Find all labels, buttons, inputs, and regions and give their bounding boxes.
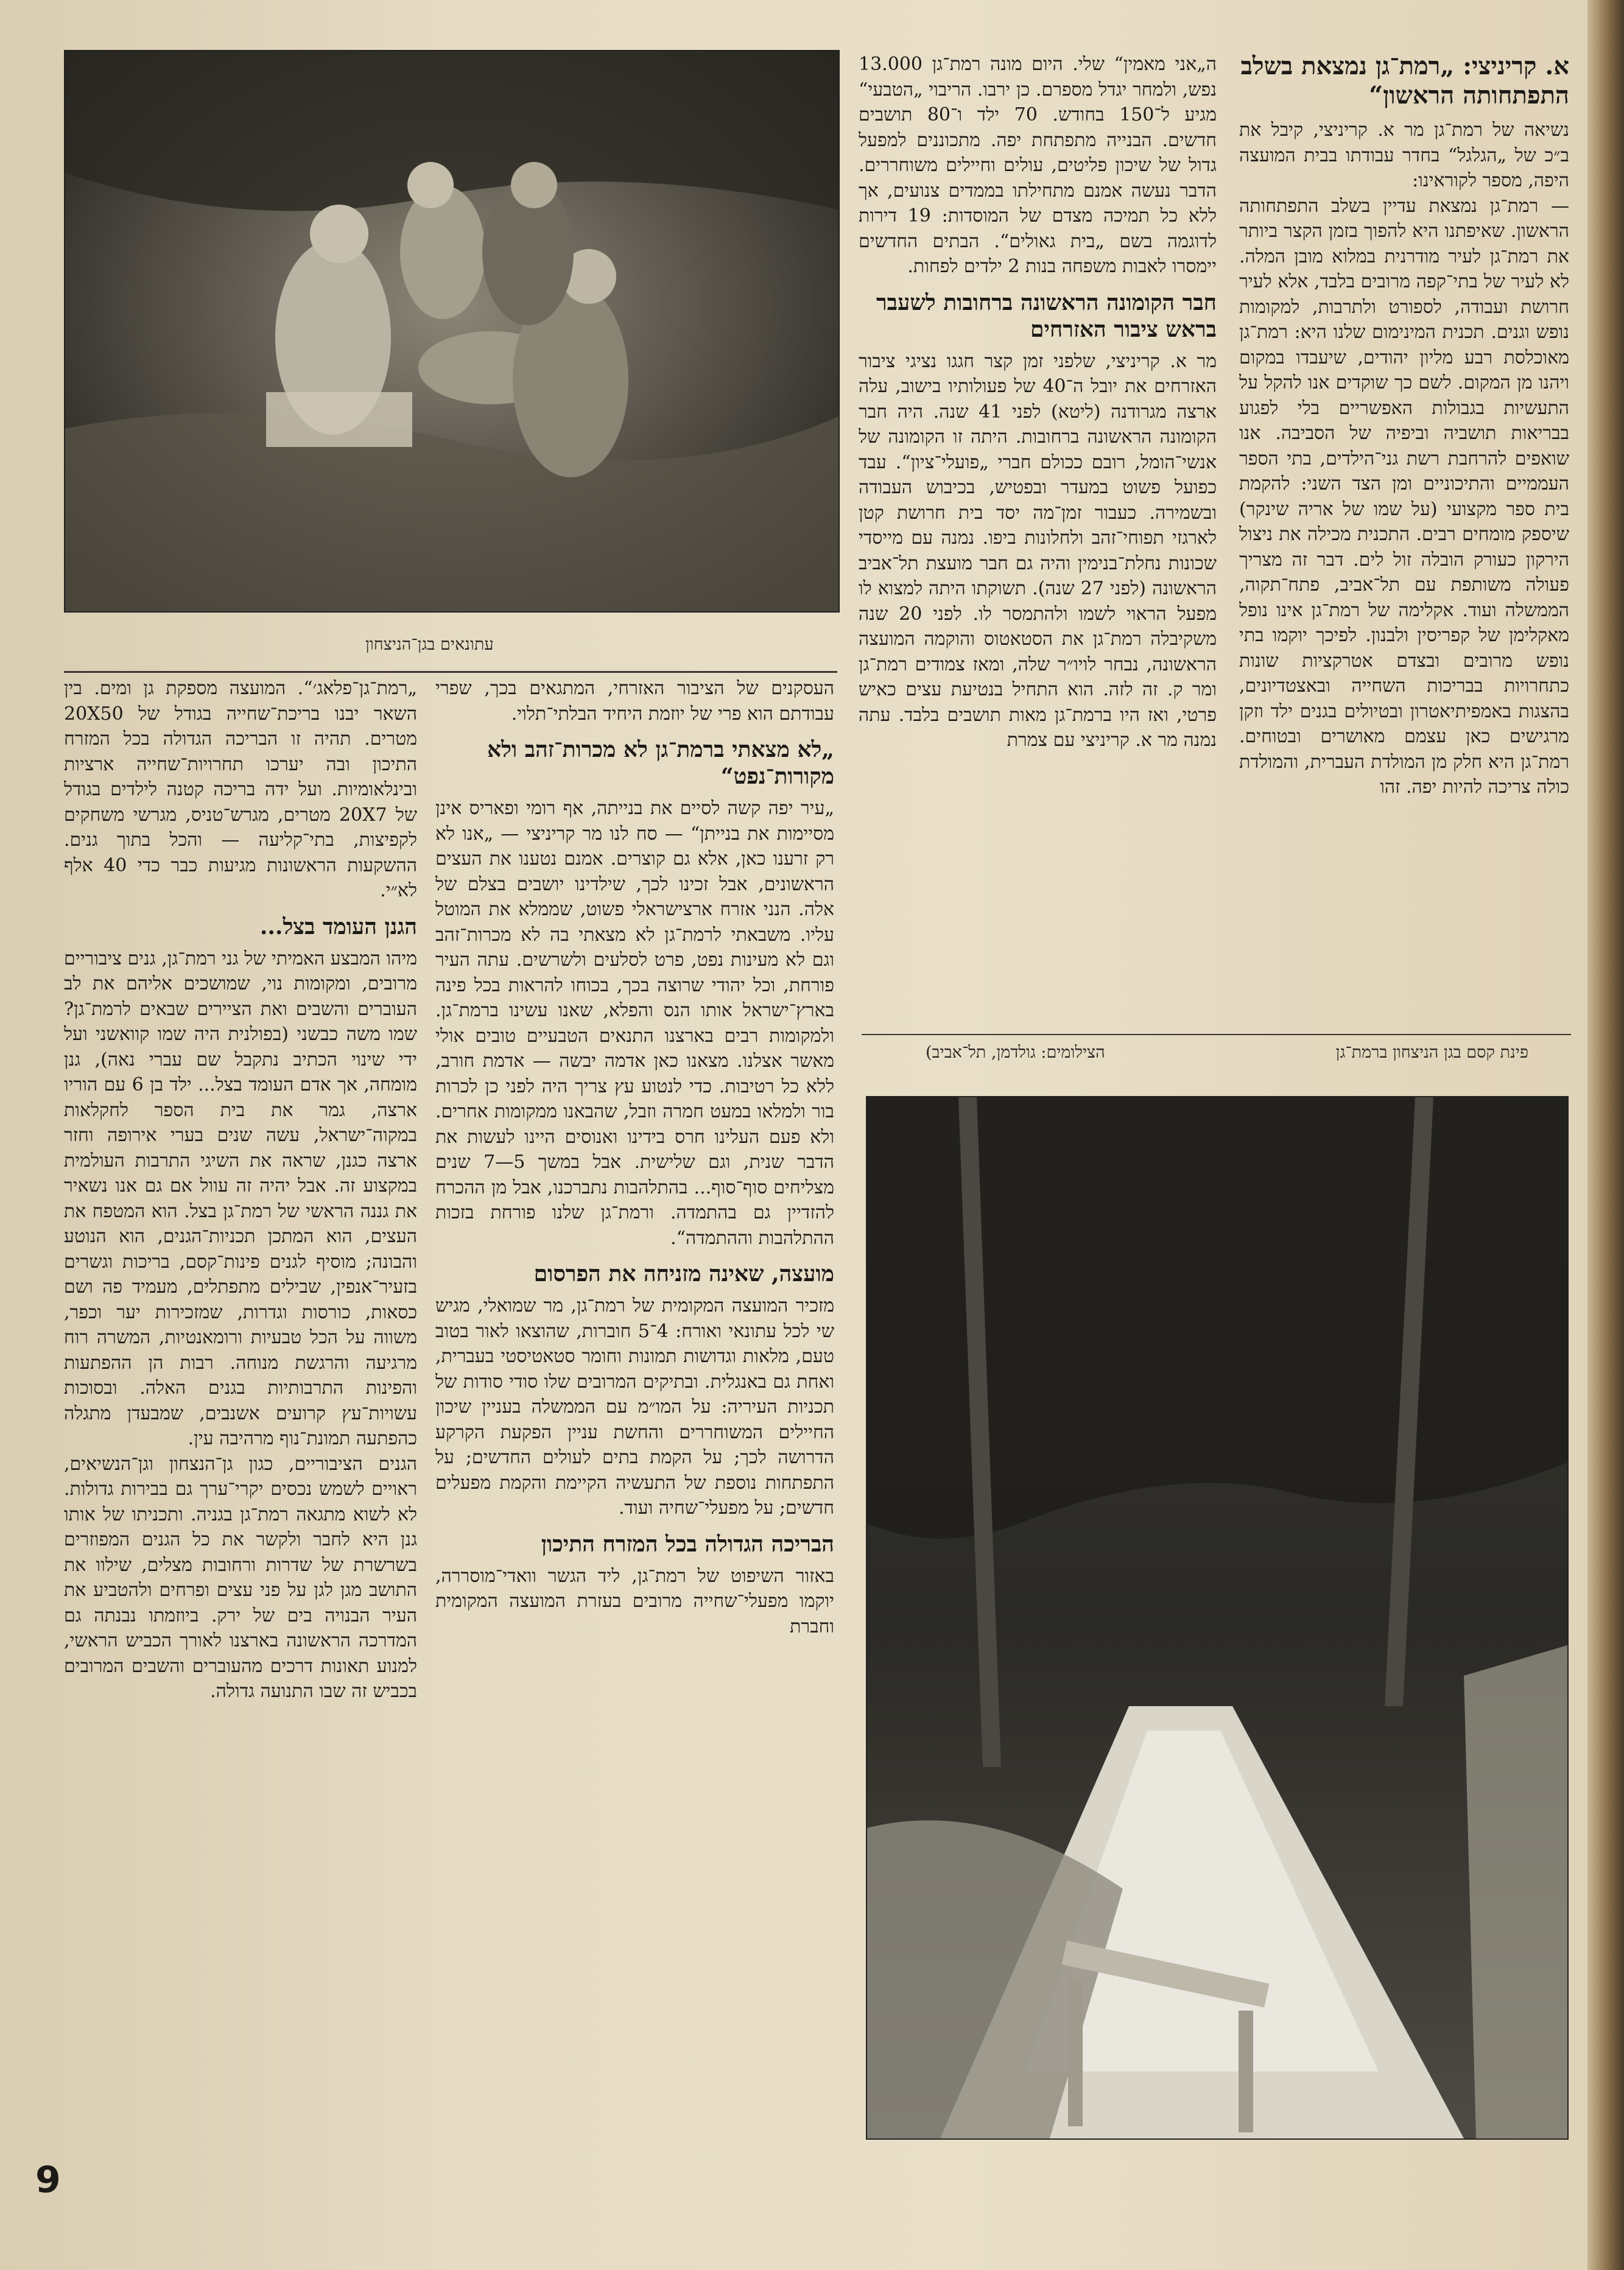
paragraph: נשיאה של רמת־גן מר א. קריניצי, קיבל את ב״כ של „הגלגל“ בחדר עבודתו בבית המועצה היפה, מספר לקוראינו:	[1239, 119, 1569, 191]
article-column-2	[859, 52, 1217, 1026]
journalists-photo	[64, 50, 840, 613]
paragraph: ה„אני מאמין“ שלי. היום מונה רמת־גן 13.000 נפש, ולמחר יגדל מספרם. כן ירבו. הריבוי „הטבעי“ מגיע ל־150 בחודש. 70 ילד ו־80 תושבים חדשים. הבנייה מתפתחת יפה. מתכוננים למפעל גדול של שיכון פליטים, עולים וחיילים משוחררים. הדבר נעשה אמנם מתחילתו בממדים צנועים, אך ללא כל תמיכה מצדם של המוסדות: 19 דירות לדוגמה בשם „בית גאולים“. הבתים החדשים יימסרו לאבות משפחה בנות 2 ילדים לפחות.	[859, 54, 1217, 277]
page-number: 9	[35, 2159, 61, 2201]
top-photo-caption: עתונאים בגן־הניצחון	[365, 635, 494, 654]
photo-credit: הצילומים: גולדמן, תל־אביב)	[926, 1043, 1105, 1062]
article-column-1	[1239, 52, 1569, 1026]
article-headline: א. קריניצי: „רמת־גן נמצאת בשלב התפתחותה הראשון“	[1240, 52, 1569, 110]
section-heading: חבר הקומונה הראשונה ברחובות לשעבר בראש ציבור האזרחים	[876, 289, 1217, 342]
section-heading: הבריכה הגדולה בכל המזרח התיכון	[541, 1531, 834, 1557]
paragraph: מר א. קריניצי, שלפני זמן קצר חגגו נציגי ציבור האזרחים את יובל ה־40 של פעולותיו בישוב, עלה ארצה מגרודנה (ליטא) לפני 41 שנה. היה חבר הקומונה הראשונה ברחובות. היתה זו הקומונה של אנשי־הומל, רובם ככולם חברי „פועלי־ציון“. עבד כפועל פשוט במעדר ובפטיש, בכיבוש העבודה ובשמירה. כעבור זמן־מה יסד בית חרושת קטן לארגזי תפוחי־זהב ולחלונות ביפו. נמנה עם מייסדי שכונות נחלת־בנימין והיה גם חבר מועצת תל־אביב הראשונה (לפני 27 שנה). תשוקתו היתה למצוא לו מפעל הראוי לשמו ולהתמסר לו. לפני 20 שנה משקיבלה רמת־גן את הסטאטוס והוקמה המועצה הראשונה, נבחר לויו״ר שלה, ומאז צמודים רמת־גן ומר ק. זה לזה. הוא התחיל בנטיעת עצים כאיש פרטי, ואז היו ברמת־גן מאות תושבים בלבד. עתה נמנה מר א. קריניצי עם צמרת	[859, 350, 1217, 751]
garden-path-photo-image	[867, 1097, 1567, 2138]
paragraph: „רמת־גן־פלאג׳“. המועצה מספקת גן ומים. בין השאר יבנו בריכת־שחייה בגודל של 20X50 מטרים. תהיה זו הבריכה הגדולה בכל המזרח התיכון ובה יערכו תחרויות־שחייה ארציות ובינלאומיות. ועל ידה בריכה קטנה לילדים בגודל של 20X7 מטרים, מגרש־טניס, מגרשי משחקים לקפיצות, בתי־קליעה — והכל בתוך גנים. ההשקעות הראשונות מגיעות כבר כדי 40 אלף לא״י.	[64, 678, 417, 901]
article-column-3	[435, 676, 834, 2186]
section-heading: הגנן העומד בצל...	[259, 913, 417, 940]
section-divider	[64, 671, 837, 673]
journalists-photo-image	[65, 51, 838, 611]
bottom-photo-caption: פינת קסם בגן הניצחון ברמת־גן	[1335, 1043, 1528, 1062]
section-heading: „לא מצאתי ברמת־גן לא מכרות־זהב ולא מקורות־נפט“	[487, 737, 834, 789]
caption-divider	[862, 1034, 1571, 1035]
paragraph: הגנים הציבוריים, כגון גן־הנצחון וגן־הנשיאים, ראויים לשמש נכסים יקרי־ערך גם בבירות גדולות. לא לשוא מתגאה רמת־גן בגניה. ותכניתו של אותו גנן היא לחבר ולקשר את כל הגנים המפוזרים בשרשרת של שדרות ורחובות מצלים, שילוו את התושב מגן לגן על פני עצים ופרחים ולהטביע את העיר הבנויה בים של ירק. ביוזמתו נבנתה גם המדרכה הראשונה בארצנו לאורך הכביש הראשי, למנוע תאונות דרכים מהעוברים והשבים המרובים בכביש זה שבו התנועה גדולה.	[64, 1453, 417, 1702]
section-heading: מועצה, שאינה מזניחה את הפרסום	[533, 1261, 834, 1287]
article-column-4	[64, 676, 417, 2186]
paragraph: „עיר יפה קשה לסיים את בנייתה, אף רומי ופאריס אינן מסיימות את בנייתן“ — סח לנו מר קריניצי — „אנו לא רק זרענו כאן, אלא גם קוצרים. אמנם נטענו את העצים הראשונים, אבל זכינו לכך, שילדינו יושבים בצלם של אלה. הנני אזרח ארצישראלי פשוט, שממלא את המוטל עליו. משבאתי לרמת־גן לא מצאתי בה לא מכרות־זהב וגם לא מעינות נפט, פרט לסלעים ולשרשים. עתה העיר פורחת, וכל יהודי שרוצה בכך, בכוחו להראות בכל פינה בארץ־ישראל אותו הנס והפלא, שאנו עשינו ברמת־גן. ולמקומות רבים בארצנו התנאים הטבעיים טובים אולי מאשר אצלנו. מצאנו כאן אדמה יבשה — אדמת חורב, ללא כל רטיבות. כדי לנטוע עץ צריך היה לפני כן לכרות בור ולמלאו במעט חמרה וזבל, שהבאנו ממקומות אחרים. ולא פעם העלינו חרס בידינו ואנוסים היינו לעשות את הדבר שנית, וגם שלישית. אבל במשך 5—7 שנים מצליחים סוף־סוף... בהתלהבות נתברכנו, אבל מן ההכרח להזדיין גם בהתמדה. ורמת־גן שלנו פורחת בזכות ההתלהבות וההתמדה“.	[435, 798, 834, 1249]
magazine-spine	[1587, 0, 1624, 2270]
paragraph: באזור השיפוט של רמת־גן, ליד הגשר וואדי־מוסררה, יוקמו מפעלי־שחייה מרובים בעזרת המועצה המקומית וחברת	[435, 1565, 834, 1637]
paragraph: העסקנים של הציבור האזרחי, המתגאים בכך, שפרי עבודתם הוא פרי של יוזמת היחיד הבלתי־תלוי.	[435, 678, 834, 725]
garden-path-photo	[866, 1096, 1569, 2140]
paragraph: — רמת־גן נמצאת עדיין בשלב התפתחותה הראשון. שאיפתנו היא להפוך בזמן הקצר ביותר את רמת־גן לעיר מודרנית במלוא מובן המלה. לא לעיר של בתי־קפה מרובים בלבד, אלא לעיר חרושת ועבודה, לספורט ולתרבות, למקומות נופש וגנים. תכנית המינימום שלנו היא: רמת־גן מאוכלסת רבע מליון יהודים, שיעבדו במקום ויהנו מן המקום. לשם כך שוקדים אנו להקל על התעשיות בגבולות האפשריים בלי לפגוע בבריאות תושביה וביפיה של הסביבה. אנו שואפים להרחבת רשת גני־הילדים, בתי הספר העממיים והתיכוניים ומן הצד השני: להקמת בית ספר מקצועי (על שמו של אריה שינקר) שיספק מומחים רבים. התכנית מכילה את ניצול הירקון כעורק הובלה זול לים. דבר זה מצריך פעולה משותפת עם תל־אביב, פתח־תקוה, הממשלה ועוד. אקלימה של רמת־גן אינו נופל מאקלימן של קפריסין ולבנון. לפיכך יוקמו בתי נופש מרובים ובצדם אטרקציות שונות כתחרויות בבריכות השחייה ובאצטדיונים, בהצגות באמפיתיאטרון ובטיולים בגנים ילד וזקן מרגישים כאן עצמם מאושרים ובטוחים. רמת־גן היא חלק מן המולדת העברית, והמולדת כולה צריכה להיות יפה. זהו	[1239, 195, 1569, 798]
paragraph: מזכיר המועצה המקומית של רמת־גן, מר שמואלי, מגיש שי לכל עתונאי ואורח: 4־5 חוברות, שהוצאו לאור בטוב טעם, מלאות וגדושות תמונות וחומר סטאטיסטי בעברית, ואחת גם באנגלית. ובתיקים המרובים שלו סודי סודות של תכניות העיריה: על המו״מ עם הממשלה בעניין שיכון החיילים המשוחררים והחשת עניין הפקעת הקרקע הדרושה לכך; על הקמת בתים לעולים החדשים; על התפתחות נוספת של התעשיה הקיימת והקמת מפעלים חדשים; על מפעלי־שחיה ועוד.	[435, 1295, 834, 1519]
paragraph: מיהו המבצע האמיתי של גני רמת־גן, גנים ציבוריים מרובים, ומקומות נוי, שמושכים אליהם את לב העוברים והשבים ואת הציירים שבאים לרמת־גן? שמו משה כבשני (בפולנית היה שמו קוואשני ועל ידי שינוי הכתיב נתקבל שם עברי נאה), גנן מומחה, אך אדם העומד בצל... ילד בן 6 עם הוריו ארצה, גמר את בית הספר לחקלאות במקוה־ישראל, עשה שנים בערי אירופה וחזר ארצה כגנן, שראה את השיגי התרבות העולמית במקצוע זה. אבל יהיה זה עוול אם גם אנו נשאיר את גננה הראשי של רמת־גן בצל. הוא המטפח את העצים, הוא המתכן תכניות־הגנים, הוא הנוטע והבונה; מוסיף לגנים פינות־קסם, בריכות וגשרים בזעיר־אנפין, שבילים מתפתלים, מעמיד פה ושם כסאות, כורסות וגדרות, שמזכירות יער וכפר, משווה על הכל טבעיות ורומאנטיות, המשרה רוח מרגיעה והרגשת מנוחה. רבות הן ההפתעות והפינות התרבותיות בגנים האלה. ובסוכות עשויות־עץ קרועים אשנבים, שמבעדן מתגלה כהפתעה תמונת־נוף מרהיבה עין.	[64, 947, 417, 1449]
